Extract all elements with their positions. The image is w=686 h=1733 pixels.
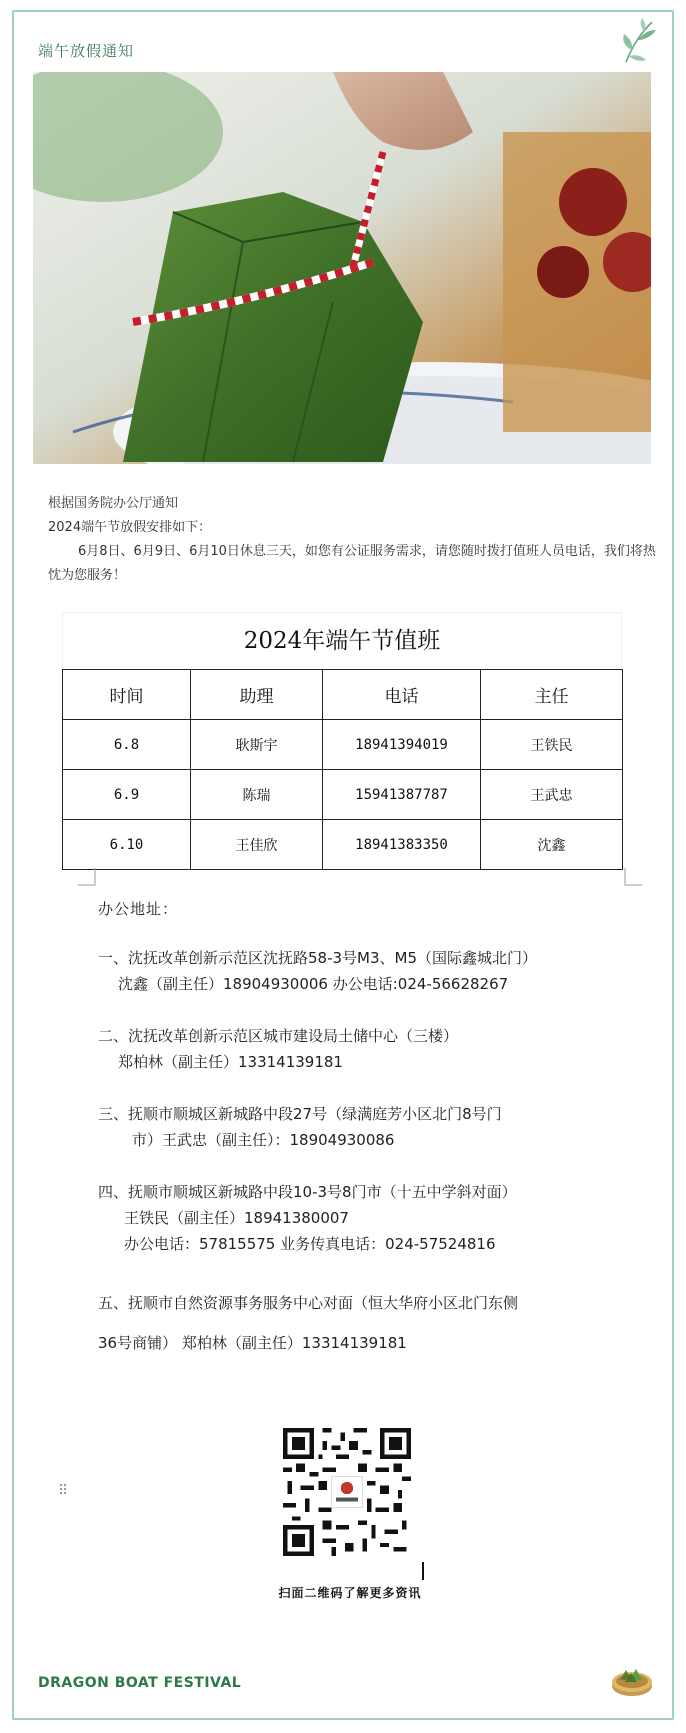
- date-cell: 6.9: [63, 770, 191, 820]
- address-item: [98, 1179, 658, 1257]
- column-header: 主任: [481, 670, 623, 720]
- column-header: 时间: [63, 670, 191, 720]
- holiday-notice: [48, 492, 658, 588]
- address-heading: 办公地址：: [98, 900, 179, 918]
- address-line: 三、抚顺市顺城区新城路中段27号（绿满庭芳小区北门8号门: [98, 1105, 502, 1123]
- phone-cell: 18941383350: [323, 820, 481, 870]
- contact-line: 市）王武忠（副主任）：18904930086: [132, 1131, 395, 1149]
- assistant-cell: 耿斯宇: [191, 720, 323, 770]
- page-corner-mark: [78, 868, 96, 886]
- phone-cell: 15941387787: [323, 770, 481, 820]
- table-row: [63, 770, 623, 820]
- contact-line: 王铁民（副主任）18941380007: [124, 1209, 349, 1227]
- zongzi-basket-icon: [610, 1660, 654, 1698]
- contact-line: 郑柏林（副主任）13314139181: [118, 1053, 343, 1071]
- table-row: [63, 720, 623, 770]
- column-header: 助理: [191, 670, 323, 720]
- address-line: 一、沈抚改革创新示范区沈抚路58-3号M3、M5（国际鑫城北门）: [98, 949, 538, 967]
- drag-handle-icon[interactable]: ⠿: [58, 1483, 69, 1499]
- notice-paragraph: 6月8日、6月9日、6月10日休息三天，如您有公证服务需求，请您随时拨打值班人员电话，我们将热忱为您服务！: [48, 544, 656, 583]
- contact-line: 办公电话：57815575 业务传真电话：024-57524816: [124, 1235, 496, 1253]
- page-corner-mark: [624, 868, 642, 886]
- bamboo-leaf-icon: [618, 18, 658, 64]
- notice-line: 根据国务院办公厅通知: [48, 496, 179, 511]
- column-header: 电话: [323, 670, 481, 720]
- date-cell: 6.10: [63, 820, 191, 870]
- table-header-row: [63, 670, 623, 720]
- duty-schedule: [62, 612, 622, 870]
- notice-line: 2024端午节放假安排如下：: [48, 520, 212, 535]
- phone-cell: 18941394019: [323, 720, 481, 770]
- schedule-title: 2024年端午节值班: [62, 612, 622, 669]
- page-title: 端午放假通知: [38, 42, 135, 60]
- address-item: [98, 945, 658, 997]
- office-addresses: [98, 898, 658, 1389]
- director-cell: 沈鑫: [481, 820, 623, 870]
- address-item: [98, 1023, 658, 1075]
- schedule-table: [62, 669, 623, 870]
- address-item: [98, 1101, 658, 1153]
- footer-label: DRAGON BOAT FESTIVAL: [38, 1675, 242, 1691]
- assistant-cell: 陈瑞: [191, 770, 323, 820]
- address-line: 四、抚顺市顺城区新城路中段10-3号8门市（十五中学斜对面）: [98, 1183, 517, 1201]
- contact-line: 沈鑫（副主任）18904930006 办公电话:024-56628267: [118, 975, 509, 993]
- contact-line: 36号商铺） 郑柏林（副主任）13314139181: [98, 1334, 407, 1352]
- director-cell: 王武忠: [481, 770, 623, 820]
- address-item: [98, 1283, 658, 1363]
- address-line: 五、抚顺市自然资源事务服务中心对面（恒大华府小区北门东侧: [98, 1294, 519, 1312]
- table-row: [63, 820, 623, 870]
- address-line: 二、沈抚改革创新示范区城市建设局土储中心（三楼）: [98, 1027, 459, 1045]
- zongzi-hero-image: [33, 72, 651, 464]
- assistant-cell: 王佳欣: [191, 820, 323, 870]
- director-cell: 王铁民: [481, 720, 623, 770]
- date-cell: 6.8: [63, 720, 191, 770]
- qr-caption: 扫面二维码了解更多资讯: [278, 1586, 422, 1600]
- text-cursor: [422, 1562, 424, 1580]
- qr-code[interactable]: [283, 1428, 411, 1556]
